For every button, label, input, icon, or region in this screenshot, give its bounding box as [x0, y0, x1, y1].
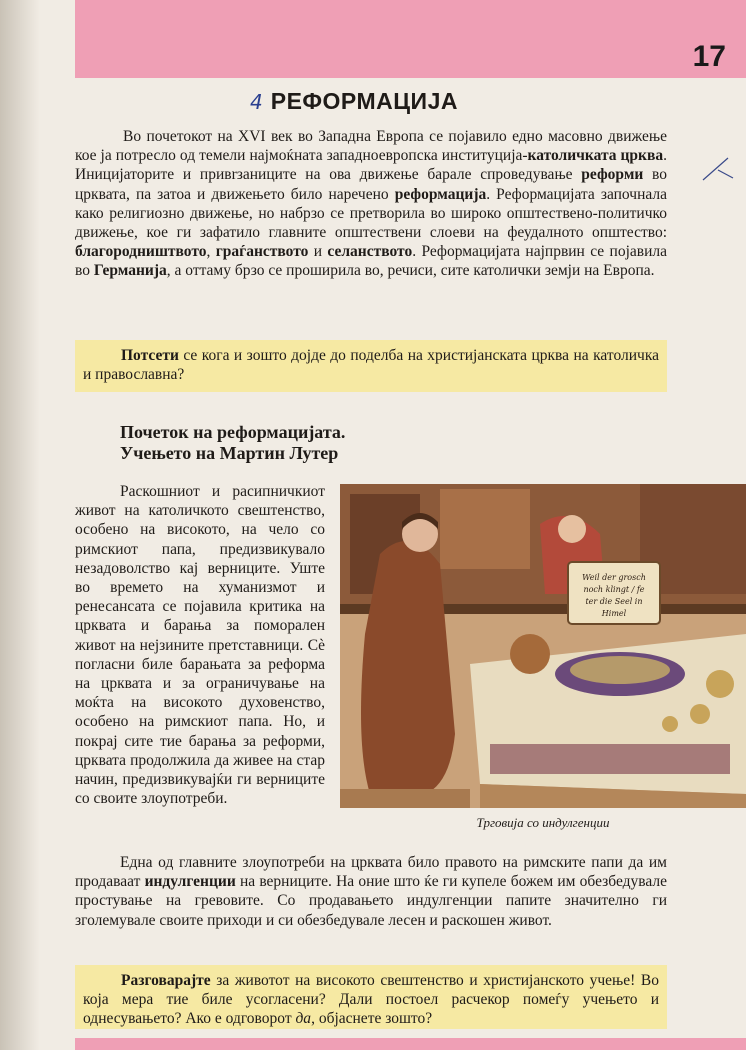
- section-heading-line1: Почеток на реформацијата.: [120, 422, 346, 442]
- pen-scribble-icon: [698, 150, 738, 190]
- indulgence-illustration: [340, 484, 746, 808]
- term-catholic-church: католичката црква: [527, 147, 664, 165]
- term-reforms: реформи: [581, 166, 644, 184]
- term-germany: Германија: [93, 262, 167, 280]
- reminder-label: Потсети: [121, 347, 179, 364]
- section-heading: [120, 422, 345, 464]
- svg-text:Himel: Himel: [601, 609, 627, 618]
- term-bourgeoisie: граѓанството: [215, 243, 309, 261]
- section-heading-line2: Учењето на Мартин Лутер: [120, 443, 339, 463]
- svg-text:Weil der grosch: Weil der grosch: [582, 573, 646, 582]
- illustration-art: [340, 484, 746, 808]
- page-number: 17: [692, 40, 726, 73]
- reminder-callout: Потсети се кога и зошто дојде до поделба на христијанската црква на католичка и православна?: [75, 340, 667, 392]
- discussion-label: Разговарајте: [121, 972, 211, 989]
- term-reformation: реформација: [394, 185, 487, 203]
- figure-caption: Трговија со индулгенции: [476, 815, 610, 830]
- svg-text:noch klingt / fe: noch klingt / fe: [583, 585, 645, 594]
- column-paragraph: Раскошниот и расипничкиот живот на католичкото свештенство, особено на високото, на чело со римскиот папа, предизвикувало незадоволство кај верниците. Уште во времето на хуманизмот и ренесансата се појавила критика на црквата и барања за поморален живот на нејзините претставници. Сè погласни биле барањата за реформа на црквата и за ограничување на моќта на високото духовенство, особено на римскиот папа. Но, и покрај сите тие барања за реформи, црквата продолжила да живее на стар начин, предизвикувајќи ги верниците со своите злоупотреби.: [75, 483, 325, 808]
- svg-text:ter die Seel in: ter die Seel in: [585, 597, 643, 606]
- handwritten-mark: 4: [250, 90, 263, 114]
- term-indulgences: индулгенции: [144, 873, 236, 891]
- term-nobility: благородништвото: [75, 243, 207, 261]
- indulgence-paragraph: Една од главните злоупотреби на црквата било правото на римските папи да им продаваат индулгенции на верниците. На оние што ќе ги купеле божем им обезбедувале простување на гревовите. Со продавањето индулгенции папите значително ги зголемувале своите приходи и си обезбедувале лесен и раскошен живот.: [75, 854, 667, 929]
- chapter-title: РЕФОРМАЦИЈА: [270, 88, 458, 114]
- footer-band: [75, 1038, 746, 1050]
- chapter-heading: [250, 88, 458, 115]
- money-bag: [510, 634, 550, 674]
- intro-paragraph: Во почетокот на XVI век во Западна Европа се појавило едно масовно движење кое ја потресло од темели најмоќната западноевропска институција-католичката црква. Иницијаторите и привrзаниците на ова движење барале спроведување реформи во црквата, па затоа и движењето било наречено реформација. Реформацијата започнала како религиозно движење, но набрзо се претворила во широко општествено-политичко движење, кое ги зафатило главните општествени слоеви на феудалното општество: благородништвото, граѓанството и селанството. Реформацијата најпрвин се појавила во Германија, а оттаму брзо се проширила во, речиси, сите католички земји на Европа.: [75, 128, 668, 280]
- header-band: [75, 0, 746, 78]
- term-peasantry: селанството: [327, 243, 413, 261]
- discussion-callout: Разговарајте за животот на високото свештенство и христијанското учење! Во која мера тие биле усогласени? Дали постоел расчекор помеѓу учењето и однесувањето? Ако е одговорот да, објаснете зошто?: [75, 965, 667, 1029]
- page-edge-shadow: [0, 0, 40, 1050]
